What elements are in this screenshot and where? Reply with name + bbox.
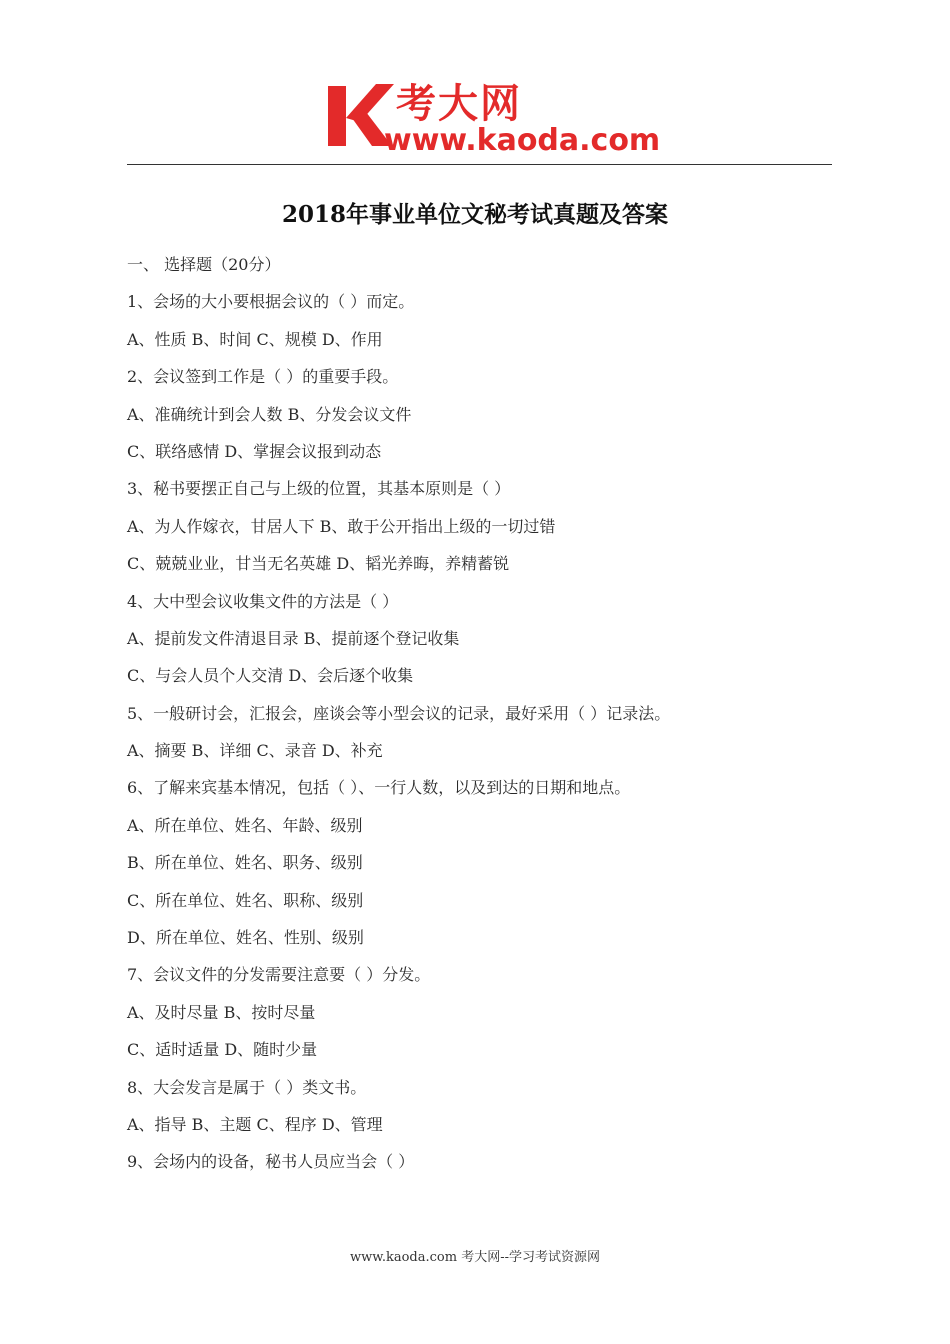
question-line: A、为人作嫁衣，甘居人下 B、敢于公开指出上级的一切过错	[127, 516, 556, 536]
question-line: 9、会场内的设备，秘书人员应当会（ ）	[127, 1152, 415, 1172]
question-line: 3、秘书要摆正自己与上级的位置，其基本原则是（ ）	[127, 479, 511, 499]
question-line: 6、了解来宾基本情况，包括（ ）、一行人数，以及到达的日期和地点。	[127, 778, 631, 798]
header-divider	[127, 164, 832, 165]
question-line: C、适时适量 D、随时少量	[127, 1040, 318, 1060]
section-heading: 一、 选择题（20分）	[127, 255, 281, 274]
logo-url: www.kaoda.com	[384, 123, 661, 158]
question-line: 4、大中型会议收集文件的方法是（ ）	[127, 591, 399, 611]
question-line: C、兢兢业业，甘当无名英雄 D、韬光养晦，养精蓄锐	[127, 554, 510, 574]
question-line: A、及时尽量 B、按时尽量	[127, 1002, 316, 1022]
question-line: A、指导 B、主题 C、程序 D、管理	[127, 1114, 383, 1134]
question-line: A、摘要 B、详细 C、录音 D、补充	[127, 741, 383, 761]
question-line: 1、会场的大小要根据会议的（ ）而定。	[127, 292, 415, 312]
page-footer: www.kaoda.com 考大网--学习考试资源网	[350, 1250, 600, 1265]
question-line: 5、一般研讨会，汇报会，座谈会等小型会议的记录，最好采用（ ）记录法。	[127, 703, 671, 723]
question-line: C、所在单位、姓名、职称、级别	[127, 890, 364, 910]
question-line: A、所在单位、姓名、年龄、级别	[127, 815, 363, 835]
question-line: A、提前发文件清退目录 B、提前逐个登记收集	[127, 628, 460, 648]
question-list	[127, 252, 847, 1187]
question-line: C、联络感情 D、掌握会议报到动态	[127, 441, 382, 461]
document-title: 2018年事业单位文秘考试真题及答案	[281, 201, 668, 228]
question-line: A、准确统计到会人数 B、分发会议文件	[127, 404, 412, 424]
kaoda-logo	[326, 80, 661, 162]
question-line: D、所在单位、姓名、性别、级别	[127, 928, 364, 948]
question-line: 8、大会发言是属于（ ）类文书。	[127, 1077, 367, 1097]
question-line: 2、会议签到工作是（ ）的重要手段。	[127, 367, 399, 387]
logo-name: 考大网	[396, 81, 522, 127]
question-line: C、与会人员个人交清 D、会后逐个收集	[127, 666, 414, 686]
question-line: A、性质 B、时间 C、规模 D、作用	[127, 329, 383, 349]
question-line: 7、会议文件的分发需要注意要（ ）分发。	[127, 965, 431, 985]
question-line: B、所在单位、姓名、职务、级别	[127, 853, 363, 873]
